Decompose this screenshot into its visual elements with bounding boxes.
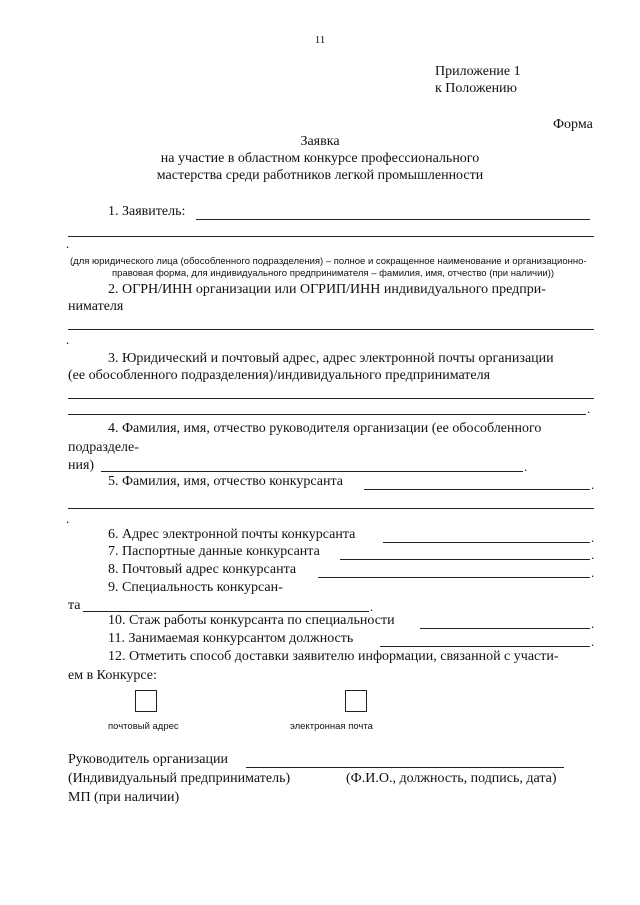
item-6-label: 6. Адрес электронной почты конкурсанта	[108, 527, 356, 542]
form-label: Форма	[553, 117, 593, 132]
stamp-label: МП (при наличии)	[68, 790, 180, 805]
dot-1: .	[66, 236, 70, 251]
address-field-line-2[interactable]	[68, 414, 586, 415]
dot-5a: .	[591, 477, 595, 492]
item-2-label-b: нимателя	[68, 299, 124, 314]
item-5-label: 5. Фамилия, имя, отчество конкурсанта	[108, 474, 343, 489]
passport-field-line[interactable]	[340, 559, 590, 560]
applicant-field-line[interactable]	[196, 219, 590, 220]
item-1-note-1: (для юридического лица (обособленного подразделения) – полное и сокращенное наименование и организационно-	[70, 256, 587, 267]
contestant-name-field-line-2[interactable]	[68, 508, 594, 509]
item-12-label-b: ем в Конкурсе:	[68, 668, 157, 683]
item-3-label-b: (ее обособленного подразделения)/индивидуального предпринимателя	[68, 368, 491, 383]
ogrn-field-line[interactable]	[68, 329, 594, 330]
signature-label-2b: (Ф.И.О., должность, подпись, дата)	[346, 771, 557, 786]
item-3-label-a: 3. Юридический и почтовый адрес, адрес электронной почты организации	[108, 351, 554, 366]
item-2-label-a: 2. ОГРН/ИНН организации или ОГРИП/ИНН индивидуального предпри-	[108, 282, 546, 297]
item-9-label-b: та	[68, 598, 81, 613]
item-11-label: 11. Занимаемая конкурсантом должность	[108, 631, 354, 646]
head-name-field-line[interactable]	[101, 471, 523, 472]
email-field-line[interactable]	[383, 542, 590, 543]
page-number: 11	[314, 34, 326, 46]
dot-7: .	[591, 547, 595, 562]
dot-10: .	[591, 616, 595, 631]
item-4-label-c: ния)	[68, 458, 95, 473]
address-field-line-1[interactable]	[68, 398, 594, 399]
item-9-label-a: 9. Специальность конкурсан-	[108, 580, 283, 595]
dot-9: .	[370, 599, 374, 614]
email-delivery-label: электронная почта	[290, 721, 373, 732]
item-4-label-a: 4. Фамилия, имя, отчество руководителя организации (ее обособленного	[108, 421, 542, 436]
dot-3: .	[587, 401, 591, 416]
item-7-label: 7. Паспортные данные конкурсанта	[108, 544, 320, 559]
appendix-line-2: к Положению	[435, 81, 518, 96]
title-line-3: мастерства среди работников легкой промышленности	[156, 168, 484, 183]
dot-11: .	[591, 634, 595, 649]
applicant-field-line-2[interactable]	[68, 236, 594, 237]
item-1-label: 1. Заявитель:	[108, 204, 186, 219]
signature-label-2a: (Индивидуальный предприниматель)	[68, 771, 291, 786]
title-main: Заявка	[300, 134, 340, 149]
postal-delivery-checkbox[interactable]	[135, 690, 157, 712]
dot-2: .	[66, 332, 70, 347]
item-12-label-a: 12. Отметить способ доставки заявителю информации, связанной с участи-	[108, 649, 559, 664]
postal-address-field-line[interactable]	[318, 577, 590, 578]
postal-delivery-label: почтовый адрес	[108, 721, 179, 732]
dot-6: .	[591, 530, 595, 545]
dot-5b: .	[66, 511, 70, 526]
item-10-label: 10. Стаж работы конкурсанта по специальности	[108, 613, 395, 628]
item-1-note-2: правовая форма, для индивидуального предпринимателя – фамилия, имя, отчество (при наличии))	[112, 268, 555, 279]
contestant-name-field-line[interactable]	[364, 489, 590, 490]
appendix-line-1: Приложение 1	[435, 64, 521, 79]
experience-field-line[interactable]	[420, 628, 590, 629]
item-8-label: 8. Почтовый адрес конкурсанта	[108, 562, 297, 577]
position-field-line[interactable]	[380, 646, 590, 647]
signature-field-line[interactable]	[246, 767, 564, 768]
signature-label-1: Руководитель организации	[68, 752, 228, 767]
dot-8: .	[591, 565, 595, 580]
item-4-label-b: подразделе-	[68, 440, 139, 455]
dot-4: .	[524, 459, 528, 474]
specialty-field-line[interactable]	[83, 611, 369, 612]
title-line-2: на участие в областном конкурсе профессионального	[160, 151, 480, 166]
email-delivery-checkbox[interactable]	[345, 690, 367, 712]
